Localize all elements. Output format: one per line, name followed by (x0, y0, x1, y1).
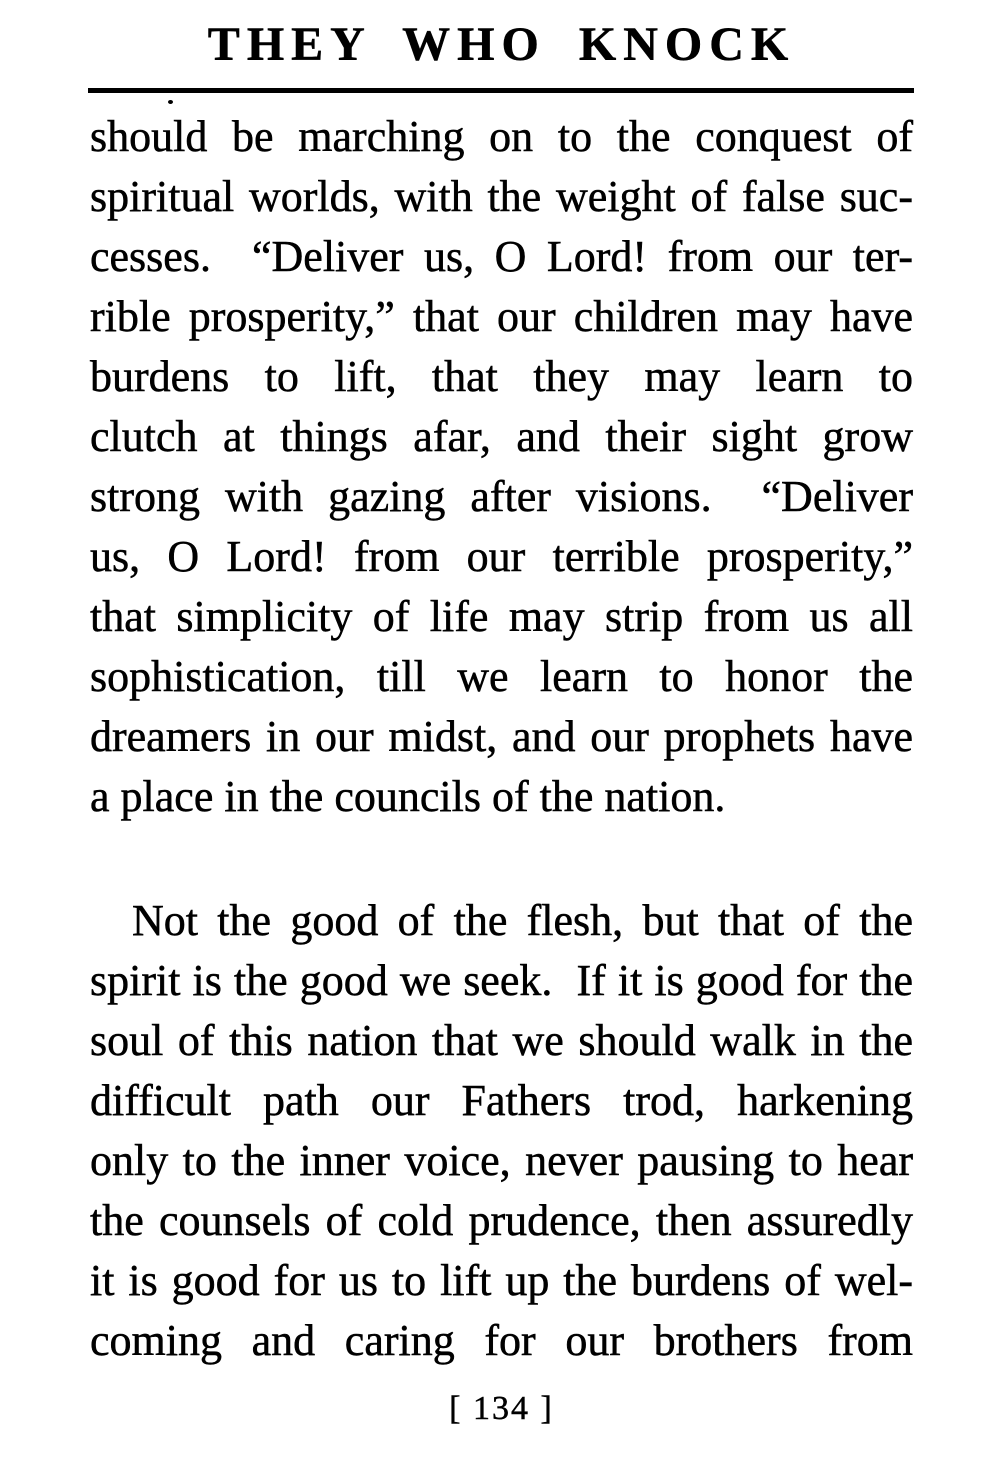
paragraph-2 (90, 891, 913, 1371)
page-number: [ 134 ] (449, 1390, 554, 1427)
running-header: THEY WHO KNOCK (207, 18, 796, 71)
text-line: soul of this nation that we should walk in the (90, 1016, 913, 1065)
text-line: spiritual worlds, with the weight of false suc- (90, 172, 913, 221)
text-line: us, O Lord! from our terrible prosperity,” (90, 532, 913, 581)
text-line: cesses. “Deliver us, O Lord! from our ter- (90, 232, 913, 281)
text-line: burdens to lift, that they may learn to (90, 352, 913, 401)
text-line: only to the inner voice, never pausing to hear (90, 1136, 913, 1185)
scan-speck (168, 100, 173, 104)
text-line: a place in the councils of the nation. (90, 772, 726, 821)
text-line: that simplicity of life may strip from us all (90, 592, 913, 641)
text-line: clutch at things afar, and their sight grow (90, 412, 913, 461)
text-line: sophistication, till we learn to honor the (90, 652, 913, 701)
text-line: difficult path our Fathers trod, harkening (90, 1076, 913, 1125)
text-line: it is good for us to lift up the burdens of wel- (90, 1256, 913, 1305)
text-line: rible prosperity,” that our children may have (90, 292, 913, 341)
text-line: strong with gazing after visions. “Deliver (90, 472, 913, 521)
text-line: dreamers in our midst, and our prophets have (90, 712, 913, 761)
text-line: Not the good of the flesh, but that of the (132, 896, 913, 945)
text-line: coming and caring for our brothers from (90, 1316, 913, 1365)
header-rule (88, 88, 914, 93)
text-line: spirit is the good we seek. If it is good for the (90, 956, 913, 1005)
text-line: the counsels of cold prudence, then assuredly (90, 1196, 913, 1245)
paragraph-1 (90, 107, 913, 827)
text-line: should be marching on to the conquest of (90, 112, 913, 161)
